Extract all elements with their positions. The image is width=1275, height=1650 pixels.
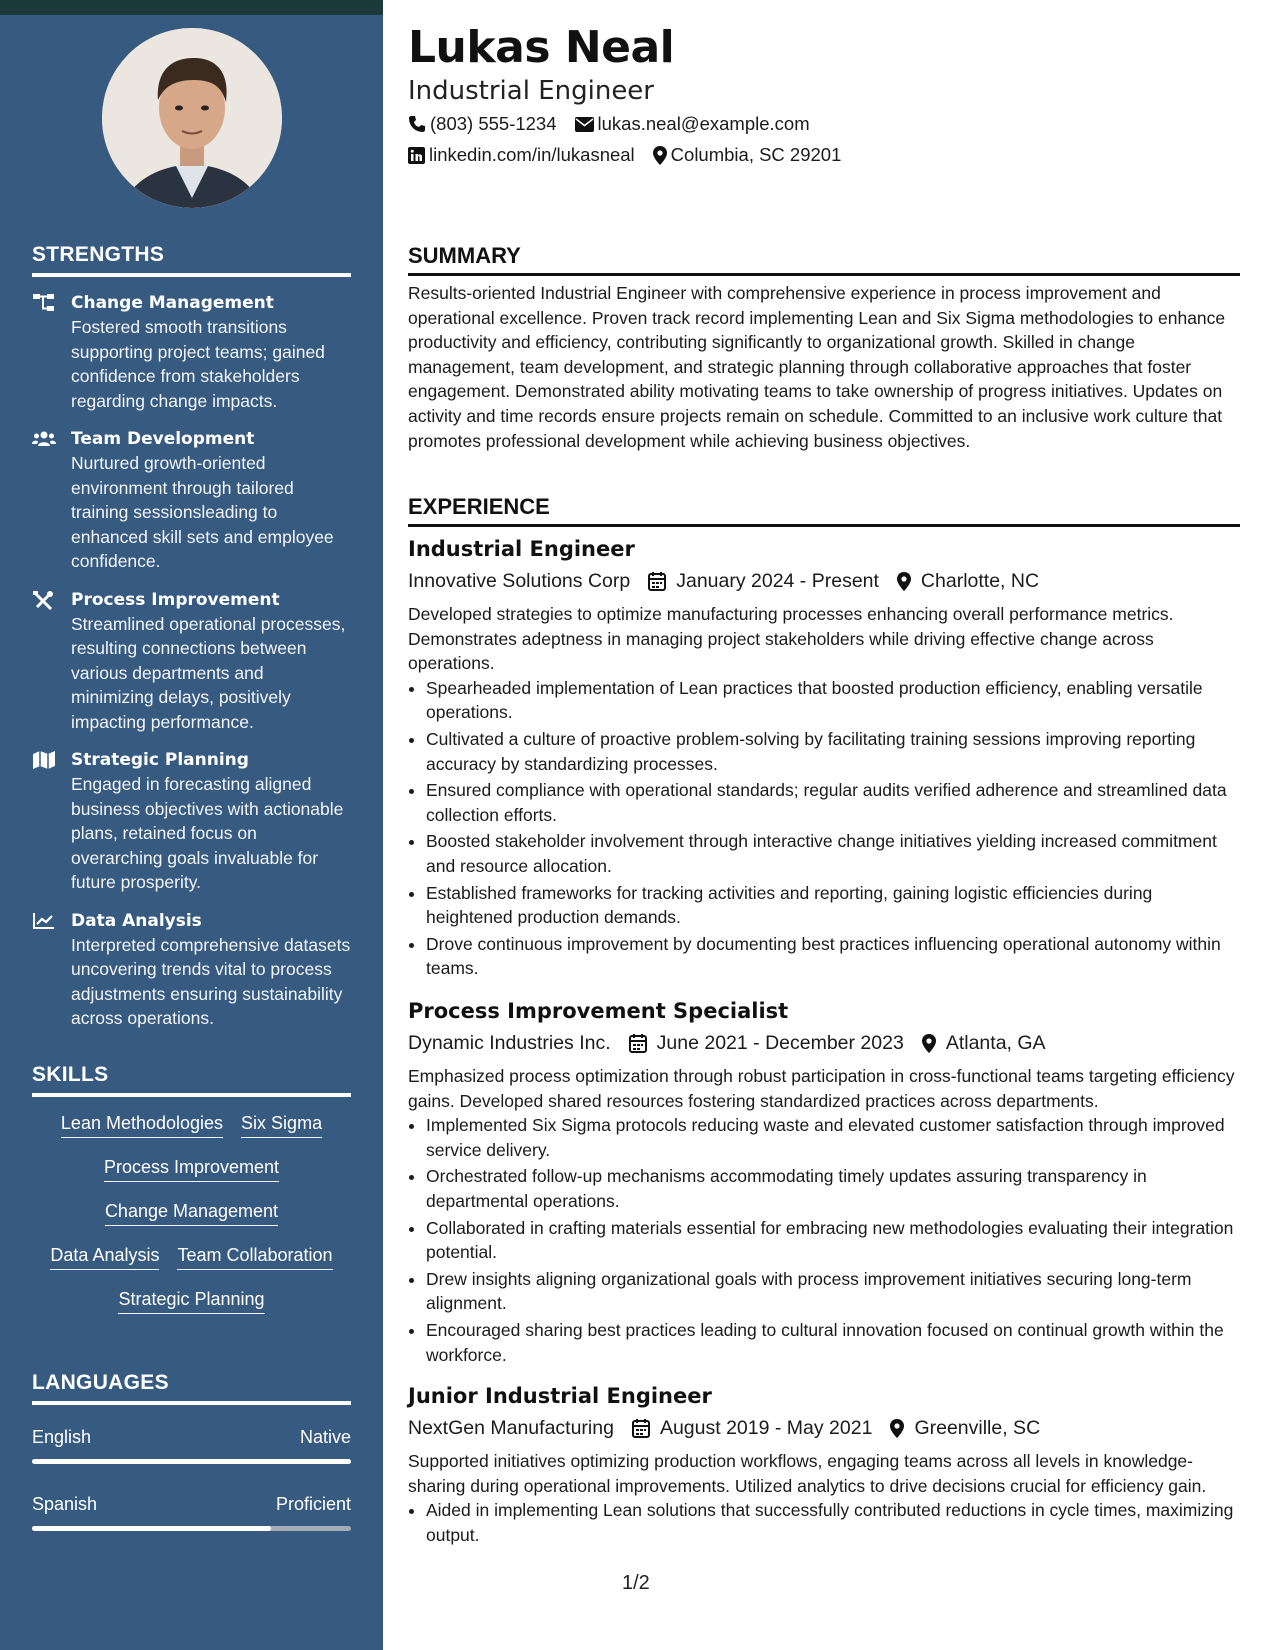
job-meta	[408, 1029, 1240, 1057]
contact-email[interactable]	[575, 113, 810, 135]
language-item	[32, 1492, 351, 1531]
skill-tag: Process Improvement	[104, 1155, 279, 1182]
page-indicator: 1/2	[622, 1572, 650, 1594]
job-bullet: • Collaborated in crafting materials essential for embracing new methodologies evaluating their integration potential.	[426, 1216, 1240, 1265]
skills-section	[32, 1063, 351, 1331]
strength-item	[32, 427, 351, 574]
language-proficiency-fill	[32, 1526, 271, 1531]
job-meta	[408, 1414, 1240, 1442]
skills-title: SKILLS	[32, 1063, 351, 1097]
language-name: Spanish	[32, 1494, 98, 1514]
skill-tag: Lean Methodologies	[61, 1111, 223, 1138]
job-location: Atlanta, GA	[945, 1032, 1046, 1054]
strength-description: Engaged in forecasting aligned business objectives with actionable plans, retained focus on overarching goals invaluable for future prosperity.	[71, 774, 344, 892]
calendar-icon	[632, 1418, 650, 1438]
language-item	[32, 1425, 351, 1464]
strength-item	[32, 588, 351, 735]
language-name: English	[32, 1427, 92, 1447]
linkedin-text: linkedin.com/in/lukasneal	[429, 144, 635, 165]
job-dates: January 2024 - Present	[676, 570, 879, 592]
email-text: lukas.neal@example.com	[597, 113, 810, 134]
strength-title: Process Improvement	[71, 589, 280, 610]
skill-tag: Six Sigma	[241, 1111, 322, 1138]
strength-title: Data Analysis	[71, 910, 202, 931]
contact-row	[408, 113, 828, 135]
job-bullet: • Cultivated a culture of proactive problem-solving by facilitating training sessions improving reporting accuracy by standardizing processes.	[426, 727, 1240, 776]
job-entry	[408, 1382, 1240, 1549]
job-description: Developed strategies to optimize manufacturing processes enhancing overall performance metrics. Demonstrates adeptness in managing project stakeholders while driving effective change across operations.	[408, 604, 1174, 674]
job-bullet: • Implemented Six Sigma protocols reducing waste and elevated customer satisfaction through improved service delivery.	[426, 1113, 1240, 1162]
job-bullet: • Boosted stakeholder involvement through interactive change initiatives yielding increased commitment and resource allocation.	[426, 829, 1240, 878]
skill-tag: Strategic Planning	[118, 1287, 264, 1314]
summary-text: Results-oriented Industrial Engineer with comprehensive experience in process improvement and operational excellence. Proven track record implementing Lean and Six Sigma methodologies to enhance productivity and efficiency, contributing significantly to organizational growth. Skilled in change management, team development, and strategic planning through collaborative approaches that foster engagement. Demonstrated ability motivating teams to take ownership of progress initiatives. Updates on activity and time records ensure projects remain on schedule. Committed to an inclusive work culture that promotes professional development while achieving business objectives.	[408, 283, 1226, 451]
location-text: Columbia, SC 29201	[670, 144, 842, 165]
job-title: Junior Industrial Engineer	[408, 1384, 712, 1408]
job-company: NextGen Manufacturing	[408, 1417, 614, 1439]
skills-list	[32, 1111, 351, 1314]
strength-description: Nurtured growth-oriented environment through tailored training sessionsleading to enhanced skill sets and employee confidence.	[71, 453, 334, 571]
contact-phone	[408, 113, 557, 135]
contact-linkedin[interactable]	[408, 144, 635, 166]
job-entry	[408, 997, 1240, 1369]
summary-title: SUMMARY	[408, 243, 1240, 276]
candidate-name: Lukas Neal	[408, 22, 675, 73]
language-proficiency-fill	[32, 1459, 351, 1464]
skill-tag: Team Collaboration	[177, 1243, 332, 1270]
experience-title: EXPERIENCE	[408, 494, 1240, 527]
job-dates: August 2019 - May 2021	[659, 1417, 873, 1439]
job-bullets	[408, 676, 1240, 981]
contact-row	[408, 144, 859, 166]
job-location: Greenville, SC	[914, 1417, 1041, 1439]
languages-section	[32, 1371, 351, 1531]
strength-item	[32, 909, 351, 1031]
language-proficiency-bar	[32, 1526, 351, 1531]
strengths-section	[32, 243, 351, 1031]
job-description: Supported initiatives optimizing production workflows, engaging teams across all levels in knowledge-sharing during operational improvements. Utilized analytics to drive decisions crucial for efficiency gain.	[408, 1451, 1207, 1496]
job-bullets	[408, 1498, 1240, 1547]
tools-icon	[32, 590, 56, 610]
job-bullet: • Encouraged sharing best practices leading to cultural innovation focused on continual growth within the workforce.	[426, 1318, 1240, 1367]
job-location: Charlotte, NC	[920, 570, 1040, 592]
phone-icon	[408, 115, 426, 133]
contact-location	[653, 144, 842, 166]
job-company: Innovative Solutions Corp	[408, 570, 631, 592]
map-marker-icon	[890, 1419, 904, 1438]
job-title: Industrial Engineer	[408, 537, 635, 561]
envelope-icon	[575, 117, 594, 132]
strength-description: Interpreted comprehensive datasets uncovering trends vital to process adjustments ensuring sustainability across operations.	[71, 934, 351, 1028]
job-meta	[408, 567, 1240, 595]
calendar-icon	[648, 571, 666, 591]
skill-tag: Change Management	[105, 1199, 278, 1226]
strength-description: Streamlined operational processes, resulting connections between various departments and minimizing delays, positively impacting performance.	[71, 613, 346, 732]
job-bullet: • Drove continuous improvement by documenting best practices influencing operational autonomy within teams.	[426, 932, 1240, 981]
strength-title: Strategic Planning	[71, 750, 249, 770]
chart-line-icon	[32, 911, 56, 931]
strength-title: Change Management	[71, 293, 274, 313]
strength-description: Fostered smooth transitions supporting project teams; gained confidence from stakeholders regarding change impacts.	[71, 317, 325, 411]
job-bullet: • Aided in implementing Lean solutions that successfully contributed reductions in cycle times, maximizing output.	[426, 1498, 1240, 1547]
job-description: Emphasized process optimization through robust participation in cross-functional teams targeting efficiency gains. Developed shared resources fostering standardized practices across departments.	[408, 1066, 1235, 1111]
job-entry	[408, 535, 1240, 983]
phone-text: (803) 555-1234	[430, 113, 557, 134]
job-bullet: • Orchestrated follow-up mechanisms accommodating timely updates assuring transparency in departmental operations.	[426, 1164, 1240, 1213]
candidate-title: Industrial Engineer	[408, 76, 654, 106]
language-proficiency-bar	[32, 1459, 351, 1464]
strength-item	[32, 291, 351, 413]
map-marker-icon	[653, 146, 667, 165]
sitemap-icon	[32, 293, 56, 313]
users-icon	[32, 429, 56, 449]
top-accent-strip	[0, 0, 383, 15]
job-company: Dynamic Industries Inc.	[408, 1032, 611, 1054]
job-dates: June 2021 - December 2023	[656, 1032, 904, 1054]
sidebar	[0, 0, 383, 1650]
language-level: Native	[299, 1427, 351, 1447]
map-icon	[32, 750, 56, 770]
linkedin-icon	[408, 147, 425, 164]
job-bullet: • Drew insights aligning organizational goals with process improvement initiatives securing long-term alignment.	[426, 1267, 1240, 1316]
job-bullet: • Established frameworks for tracking activities and reporting, gaining logistic efficiencies during heightened production demands.	[426, 881, 1240, 930]
languages-title: LANGUAGES	[32, 1371, 351, 1405]
avatar	[102, 28, 282, 208]
map-marker-icon	[897, 572, 911, 591]
map-marker-icon	[922, 1034, 936, 1053]
job-bullet: • Spearheaded implementation of Lean practices that boosted production efficiency, enabling versatile operations.	[426, 676, 1240, 725]
strength-item	[32, 748, 351, 895]
strengths-title: STRENGTHS	[32, 243, 351, 277]
job-title: Process Improvement Specialist	[408, 999, 789, 1023]
job-bullet: • Ensured compliance with operational standards; regular audits verified adherence and streamlined data collection efforts.	[426, 778, 1240, 827]
calendar-icon	[629, 1033, 647, 1053]
language-level: Proficient	[275, 1494, 351, 1514]
job-bullets	[408, 1113, 1240, 1367]
strength-title: Team Development	[71, 429, 255, 449]
skill-tag: Data Analysis	[50, 1243, 159, 1270]
